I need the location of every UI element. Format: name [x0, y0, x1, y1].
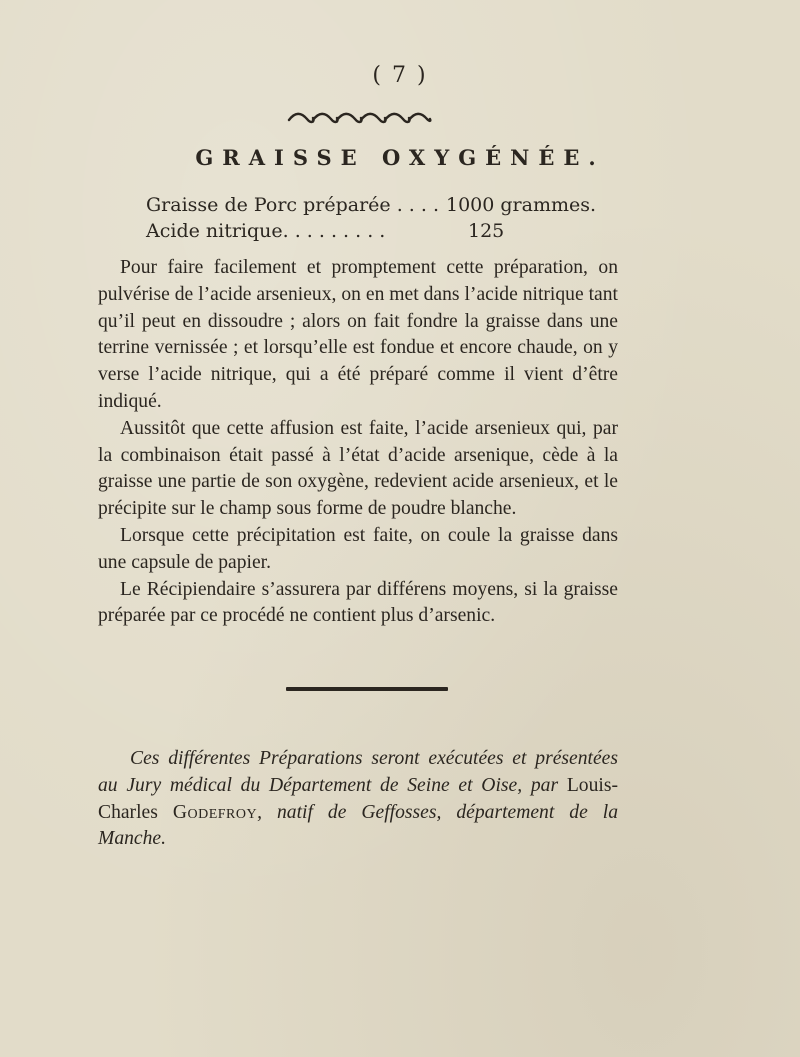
page-number: ( 7 ) — [372, 63, 428, 88]
paragraph: Aussitôt que cette affusion est faite, l’acide arsenieux qui, par la combinaison était passé à l’état d’acide arsenique, cède à la graisse une partie de son oxygène, redevient acide arsenieux, et le précipite sur le champ sous forme de poudre blanche. — [98, 417, 618, 520]
decorative-wave-ornament-icon — [287, 110, 432, 128]
footer-note — [98, 746, 618, 853]
ingredient-quantity: 1000 grammes. — [446, 194, 597, 216]
ingredient-label: Graisse de Porc préparée . . . . — [146, 194, 439, 216]
paragraph: Le Récipiendaire s’assurera par différens moyens, si la graisse préparée par ce procédé ne contient plus d’arsenic. — [98, 578, 618, 627]
author-surname: Godefroy — [172, 801, 258, 823]
author-first-names: Louis-Charles — [98, 774, 618, 823]
ingredient-label: Acide nitrique. . . . . . . . . — [146, 220, 386, 242]
footer-text-part1: Ces différentes Préparations seront exécutées et présentées au Jury médical du Département de Seine et Oise, par — [98, 748, 618, 796]
paragraph: Lorsque cette précipitation est faite, on coule la graisse dans une capsule de papier. — [98, 524, 618, 573]
section-title: GRAISSE OXYGÉNÉE. — [195, 145, 605, 170]
footer-text-part2: , natif de Geffosses, département de la Manche. — [98, 801, 618, 850]
section-divider — [286, 687, 448, 691]
body-text — [98, 255, 618, 630]
ingredient-quantity: 125 — [468, 220, 505, 242]
paragraph: Pour faire facilement et promptement cette préparation, on pulvérise de l’acide arsenieux, on en met dans l’acide nitrique tant qu’il peut en dissoudre ; alors on fait fondre la graisse dans une terrine vernissée ; et lorsqu’elle est fondue et encore chaude, on y verse l’acide nitrique, qui a été préparé comme il vient d’être indiqué. — [98, 257, 618, 412]
